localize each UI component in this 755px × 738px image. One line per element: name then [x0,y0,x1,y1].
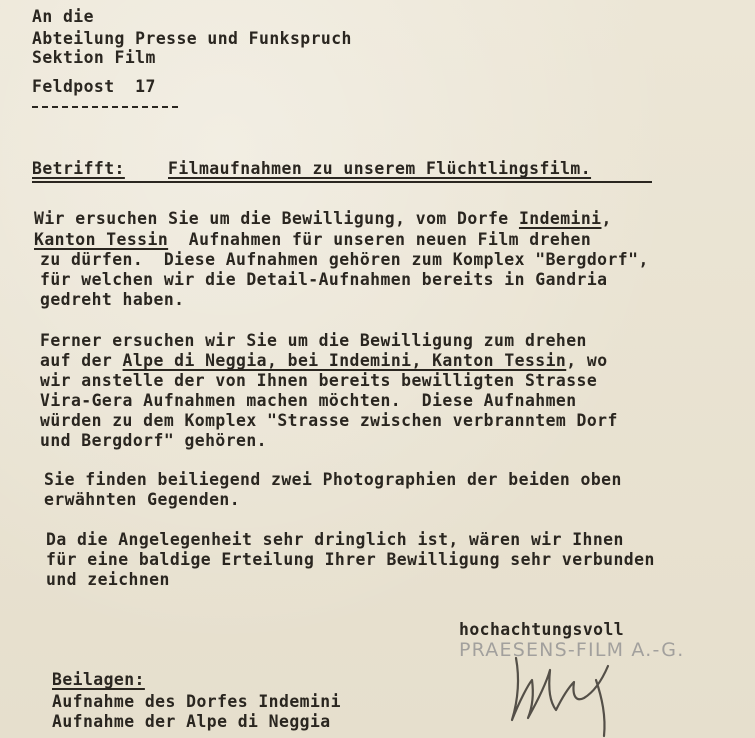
para2-line-6: und Bergdorf" gehören. [40,431,267,450]
para2-line-4: Vira-Gera Aufnahmen machen möchten. Diese Aufnahmen [40,391,577,410]
para3-line-1: Sie finden beiliegend zwei Photographien der beiden oben [44,470,622,489]
para1-line-5: gedreht haben. [40,290,185,309]
enclosure-item-1: Aufnahme des Dorfes Indemini [52,692,341,711]
address-line-1: An die [32,7,94,26]
para1-line-4: für welchen wir die Detail-Aufnahmen bereits in Gandria [40,270,608,289]
para1-line-3: zu dürfen. Diese Aufnahmen gehören zum Komplex "Bergdorf", [40,250,649,269]
subject-text: Filmaufnahmen zu unserem Flüchtlingsfilm. [168,159,592,178]
place-alpe-di-neggia: Alpe di Neggia, bei Indemini, Kanton Tessin [122,351,567,370]
para4-line-3: und zeichnen [46,570,170,589]
para2-line-2 [40,351,608,371]
para2-line-1: Ferner ersuchen wir Sie um die Bewilligung zum drehen [40,331,587,350]
para3-line-2: erwähnten Gegenden. [44,490,241,509]
company-stamp: PRAESENS-FILM A.-G. [459,639,685,661]
handwritten-signature [498,640,638,738]
para4-line-1: Da die Angelegenheit sehr dringlich ist, wären wir Ihnen [46,530,624,549]
address-line-3: Sektion Film [32,48,156,67]
enclosure-item-2: Aufnahme der Alpe di Neggia [52,712,331,731]
subject-underline [32,181,652,183]
para1-line-1-text: Wir ersuchen Sie um die Bewilligung, vom Dorfe [34,209,519,228]
address-feldpost: Feldpost 17 [32,77,156,96]
place-indemini: Indemini [518,209,602,228]
para2-line-5: würden zu dem Komplex "Strasse zwischen verbranntem Dorf [40,411,618,430]
para1-line-2-text: Aufnahmen für unseren neuen Film drehen [168,230,592,249]
subject-label: Betrifft: [32,159,125,178]
para1-line-1 [34,209,612,229]
place-kanton-tessin: Kanton Tessin [34,230,169,249]
para2-line-3: wir anstelle der von Ihnen bereits bewilligten Strasse [40,371,598,390]
para2-line-2-end: , wo [566,351,608,370]
para4-line-2: für eine baldige Erteilung Ihrer Bewilligung sehr verbunden [46,550,655,569]
para2-line-2-text: auf der [40,351,123,370]
para1-line-1-comma: , [601,209,612,228]
address-line-2: Abteilung Presse und Funkspruch [32,29,352,48]
enclosures-heading: Beilagen: [52,670,145,689]
para1-line-2 [34,230,591,250]
address-dash-rule [32,106,178,108]
closing-greeting: hochachtungsvoll [459,620,625,639]
